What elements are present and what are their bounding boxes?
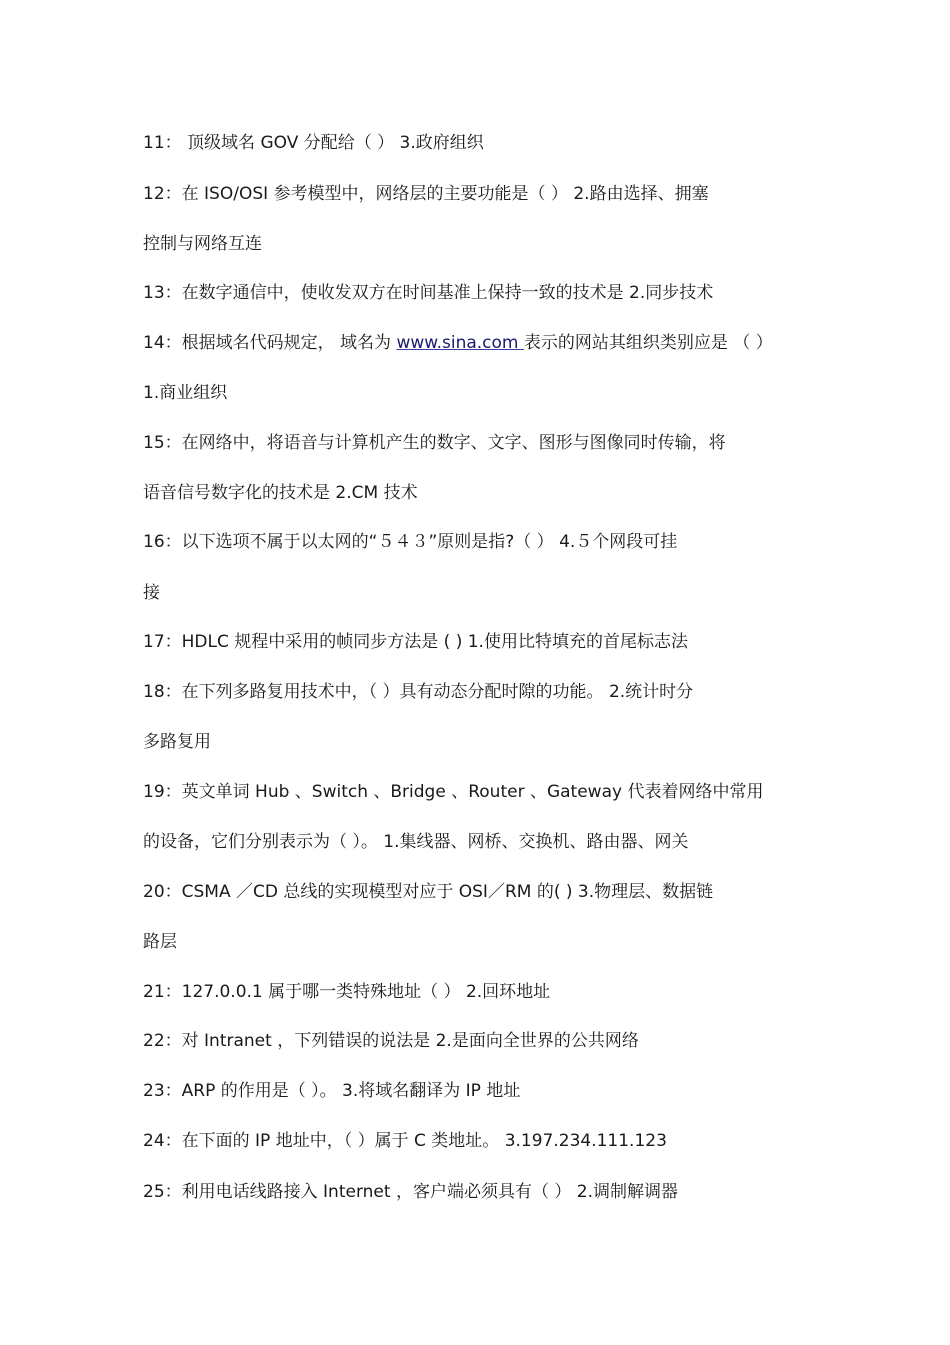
question-14-suffix: 表示的网站其组织类别应是 （ ） xyxy=(523,333,773,353)
question-14-answer: 1.商业组织 xyxy=(143,383,228,403)
question-17: 17：HDLC 规程中采用的帧同步方法是 ( ) 1.使用比特填充的首尾标志法 xyxy=(143,632,688,652)
question-19: 19：英文单词 Hub 、Switch 、Bridge 、Router 、Gateway 代表着网络中常用 xyxy=(143,782,764,802)
question-11: 11： 顶级域名 GOV 分配给（ ） 3.政府组织 xyxy=(143,133,484,153)
question-14 xyxy=(143,331,823,355)
question-18-continued: 多路复用 xyxy=(143,732,211,752)
question-16: 16：以下选项不属于以太网的“５４３”原则是指?（ ） 4.５个网段可挂 xyxy=(143,532,678,552)
question-15-continued: 语音信号数字化的技术是 2.CM 技术 xyxy=(143,483,418,503)
question-20-continued: 路层 xyxy=(143,932,177,952)
question-19-continued: 的设备，它们分别表示为（ ）。 1.集线器、网桥、交换机、路由器、网关 xyxy=(143,832,689,852)
question-20: 20：CSMA ／CD 总线的实现模型对应于 OSI／RM 的( ) 3.物理层、数据链 xyxy=(143,882,714,902)
question-12: 12：在 ISO/OSI 参考模型中，网络层的主要功能是（ ） 2.路由选择、拥塞 xyxy=(143,184,709,204)
question-22: 22：对 Intranet ，下列错误的说法是 2.是面向全世界的公共网络 xyxy=(143,1031,639,1051)
question-24: 24：在下面的 IP 地址中，（ ）属于 C 类地址。 3.197.234.111.123 xyxy=(143,1131,667,1151)
question-13: 13：在数字通信中，使收发双方在时间基准上保持一致的技术是 2.同步技术 xyxy=(143,283,714,303)
question-12-continued: 控制与网络互连 xyxy=(143,234,262,254)
question-14-prefix: 14：根据域名代码规定， 域名为 xyxy=(143,333,397,353)
question-16-continued: 接 xyxy=(143,583,160,603)
question-21: 21：127.0.0.1 属于哪一类特殊地址（ ） 2.回环地址 xyxy=(143,982,551,1002)
domain-link[interactable]: www.sina.com xyxy=(396,333,524,353)
question-18: 18：在下列多路复用技术中，（ ）具有动态分配时隙的功能。 2.统计时分 xyxy=(143,682,694,702)
question-15: 15：在网络中，将语音与计算机产生的数字、文字、图形与图像同时传输，将 xyxy=(143,433,726,453)
question-25: 25：利用电话线路接入 Internet ，客户端必须具有（ ） 2.调制解调器 xyxy=(143,1182,678,1202)
question-23: 23：ARP 的作用是（ ）。 3.将域名翻译为 IP 地址 xyxy=(143,1081,521,1101)
